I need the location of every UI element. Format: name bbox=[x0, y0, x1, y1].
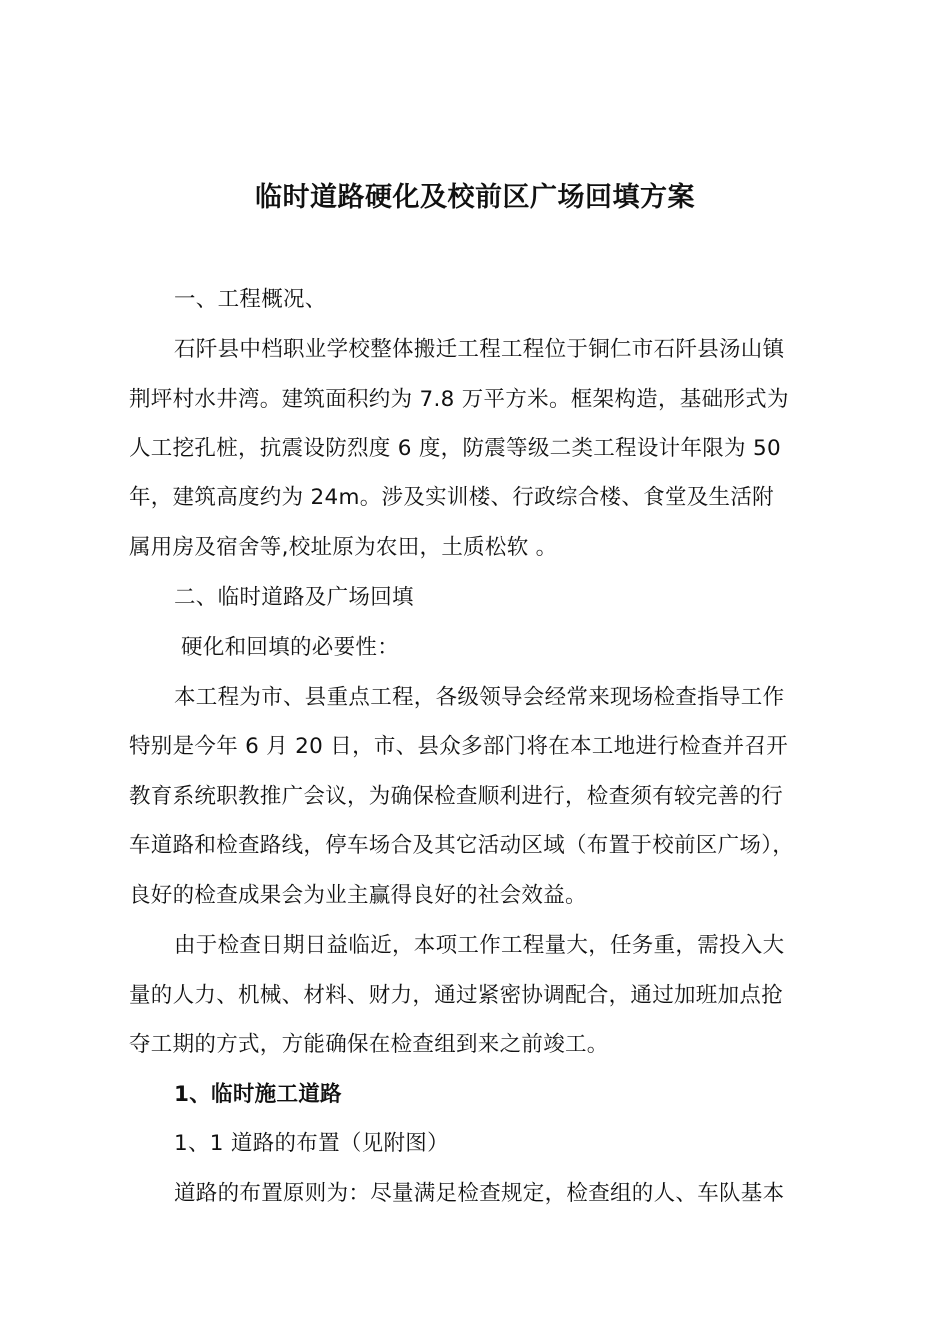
paragraph-line: 人工挖孔桩，抗震设防烈度 6 度，防震等级二类工程设计年限为 50 bbox=[129, 436, 781, 461]
section-heading-roads: 二、临时道路及广场回填 bbox=[174, 585, 414, 610]
paragraph-line: 由于检查日期日益临近，本项工作工程量大，任务重，需投入大 bbox=[174, 933, 785, 958]
subheading-necessity: 硬化和回填的必要性： bbox=[181, 635, 400, 660]
paragraph-line: 教育系统职教推广会议，为确保检查顺利进行，检查须有较完善的行 bbox=[129, 784, 784, 809]
section-heading-overview: 一、工程概况、 bbox=[174, 287, 327, 312]
paragraph-line: 年，建筑高度约为 24m。涉及实训楼、行政综合楼、食堂及生活附 bbox=[129, 485, 774, 510]
paragraph-line: 夺工期的方式，方能确保在检查组到来之前竣工。 bbox=[129, 1032, 609, 1057]
paragraph-line: 本工程为市、县重点工程，各级领导会经常来现场检查指导工作 bbox=[174, 685, 785, 710]
paragraph-line: 车道路和检查路线，停车场合及其它活动区域（布置于校前区广场）， bbox=[129, 833, 795, 858]
paragraph-line: 道路的布置原则为：尽量满足检查规定，检查组的人、车队基本 bbox=[174, 1181, 785, 1206]
paragraph-line: 特别是今年 6 月 20 日，市、县众多部门将在本工地进行检查并召开 bbox=[129, 734, 789, 759]
document-title: 临时道路硬化及校前区广场回填方案 bbox=[255, 182, 695, 213]
paragraph-line: 量的人力、机械、材料、财力，通过紧密协调配合，通过加班加点抢 bbox=[129, 983, 784, 1008]
paragraph-line: 良好的检查成果会为业主赢得良好的社会效益。 bbox=[129, 883, 587, 908]
paragraph-line: 属用房及宿舍等,校址原为农田，土质松软 。 bbox=[129, 535, 558, 560]
paragraph-line: 石阡县中档职业学校整体搬迁工程工程位于铜仁市石阡县汤山镇 bbox=[174, 337, 785, 362]
paragraph-line: 荆坪村水井湾。建筑面积约为 7.8 万平方米。框架构造，基础形式为 bbox=[129, 387, 789, 412]
subheading-road-layout: 1、1 道路的布置（见附图） bbox=[174, 1131, 449, 1156]
section-heading-temp-road: 1、临时施工道路 bbox=[174, 1082, 342, 1107]
